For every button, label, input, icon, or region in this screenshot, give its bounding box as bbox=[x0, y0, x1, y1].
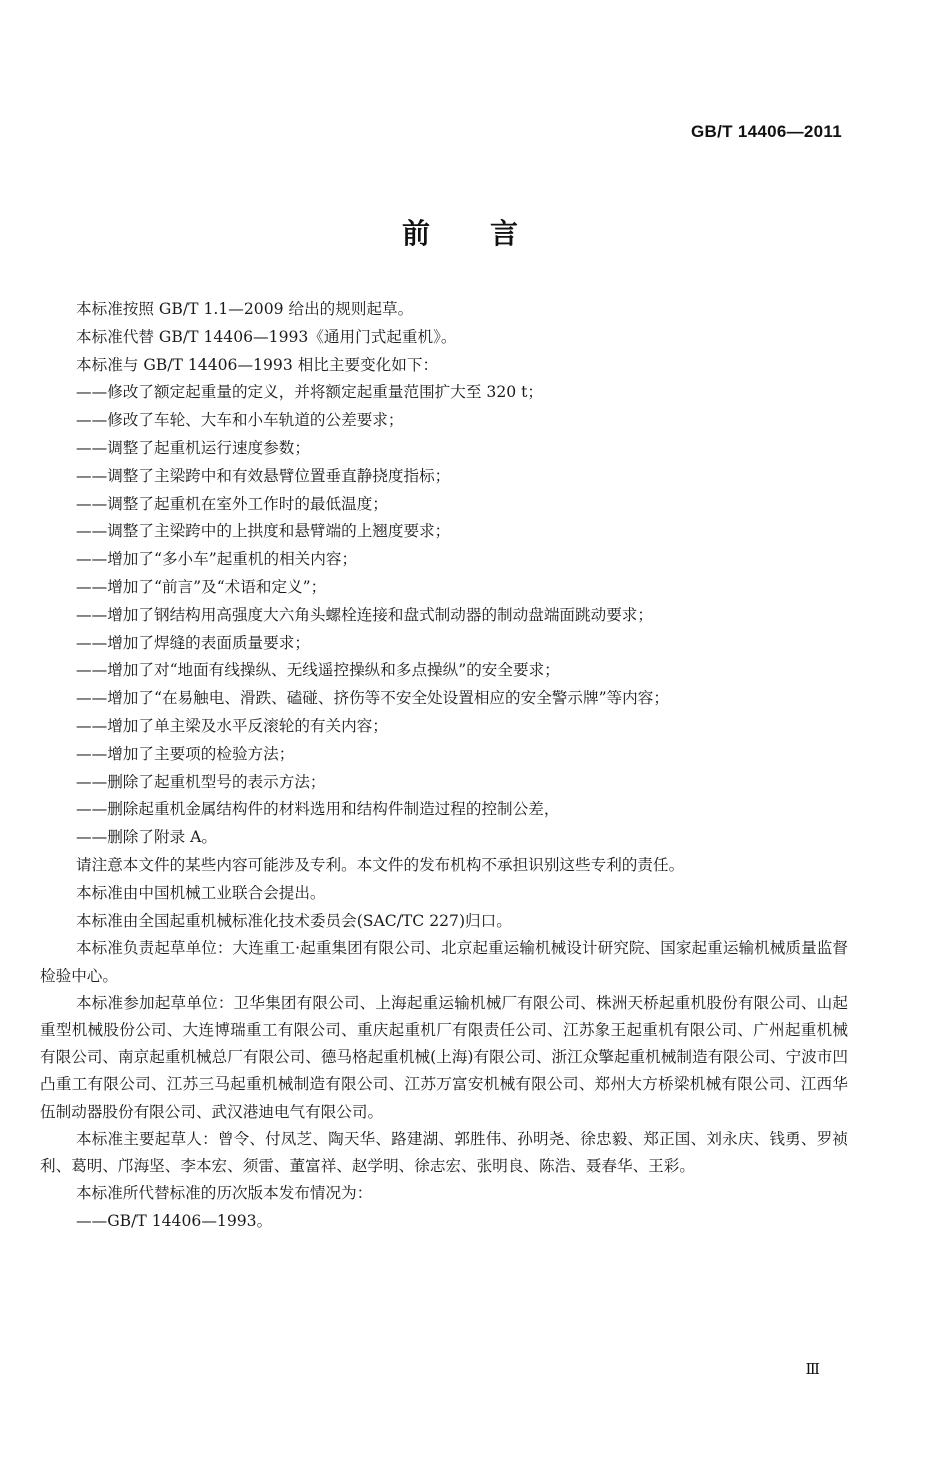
list-item: ——删除了起重机型号的表示方法； bbox=[76, 772, 326, 791]
paragraph-centralized-by: 本标准由全国起重机械标准化技术委员会(SAC/TC 227)归口。 bbox=[76, 911, 512, 930]
list-item: ——增加了对“地面有线操纵、无线遥控操纵和多点操纵”的安全要求； bbox=[76, 661, 560, 680]
list-item: ——删除了附录 A。 bbox=[76, 828, 217, 847]
paragraph-participating-drafters: 本标准参加起草单位：卫华集团有限公司、上海起重运输机械厂有限公司、株洲天桥起重机股份有限公司、山起重型机械股份公司、大连博瑞重工有限公司、重庆起重机厂有限责任公司、江苏象王起重机有限公司、广州起重机械有限公司、南京起重机械总厂有限公司、德马格起重机械(上海)有限公司、浙江众擎起重机械制造有限公司、宁波市凹凸重工有限公司、江苏三马起重机械制造有限公司、江苏万富安机械有限公司、郑州大方桥梁机械有限公司、江西华伍制动器股份有限公司、武汉港迪电气有限公司。 bbox=[40, 993, 848, 1121]
paragraph-history-intro: 本标准所代替标准的历次版本发布情况为： bbox=[76, 1184, 373, 1203]
list-item: ——增加了“多小车”起重机的相关内容； bbox=[76, 550, 358, 569]
paragraph-proposed-by: 本标准由中国机械工业联合会提出。 bbox=[76, 883, 326, 902]
list-item: ——增加了钢结构用高强度大六角头螺栓连接和盘式制动器的制动盘端面跳动要求； bbox=[76, 605, 653, 624]
list-item: ——调整了主梁跨中和有效悬臂位置垂直静挠度指标； bbox=[76, 466, 451, 485]
changes-list bbox=[40, 379, 848, 852]
paragraph-drafting-rules: 本标准按照 GB/T 1.1—2009 给出的规则起草。 bbox=[76, 300, 414, 318]
page-title: 前言 bbox=[401, 217, 578, 250]
list-item: ——调整了起重机运行速度参数； bbox=[76, 438, 310, 457]
standard-code: GB/T 14406—2011 bbox=[691, 122, 842, 141]
paragraph-changes-intro: 本标准与 GB/T 14406—1993 相比主要变化如下： bbox=[76, 355, 439, 374]
list-item: ——增加了主要项的检验方法； bbox=[76, 744, 295, 763]
document-body bbox=[40, 296, 848, 1236]
paragraph-lead-drafters: 本标准负责起草单位：大连重工·起重集团有限公司、北京起重运输机械设计研究院、国家起重运输机械质量监督检验中心。 bbox=[40, 939, 848, 985]
paragraph-replaces: 本标准代替 GB/T 14406—1993《通用门式起重机》。 bbox=[76, 327, 457, 346]
list-item: ——调整了主梁跨中的上拱度和悬臂端的上翘度要求； bbox=[76, 522, 451, 541]
history-item: ——GB/T 14406—1993。 bbox=[76, 1211, 273, 1230]
paragraph-patent-notice: 请注意本文件的某些内容可能涉及专利。本文件的发布机构不承担识别这些专利的责任。 bbox=[76, 855, 685, 874]
paragraph-main-drafters: 本标准主要起草人：曾令、付凤芝、陶天华、路建湖、郭胜伟、孙明尧、徐忠毅、郑正国、刘永庆、钱勇、罗祯利、葛明、邝海坚、李本宏、须雷、董富祥、赵学明、徐志宏、张明良、陈浩、聂春华、王彩。 bbox=[40, 1129, 848, 1175]
list-item: ——增加了“前言”及“术语和定义”； bbox=[76, 577, 327, 596]
list-item: ——增加了单主梁及水平反滚轮的有关内容； bbox=[76, 716, 388, 735]
list-item: ——增加了“在易触电、滑跌、磕碰、挤伤等不安全处设置相应的安全警示牌”等内容； bbox=[76, 689, 669, 708]
list-item: ——增加了焊缝的表面质量要求； bbox=[76, 633, 310, 652]
list-item: ——修改了车轮、大车和小车轨道的公差要求； bbox=[76, 411, 404, 430]
page-number: Ⅲ bbox=[805, 1362, 820, 1378]
list-item: ——调整了起重机在室外工作时的最低温度； bbox=[76, 494, 388, 513]
list-item: ——删除起重机金属结构件的材料选用和结构件制造过程的控制公差， bbox=[76, 800, 560, 819]
list-item: ——修改了额定起重量的定义，并将额定起重量范围扩大至 320 t； bbox=[76, 383, 543, 402]
